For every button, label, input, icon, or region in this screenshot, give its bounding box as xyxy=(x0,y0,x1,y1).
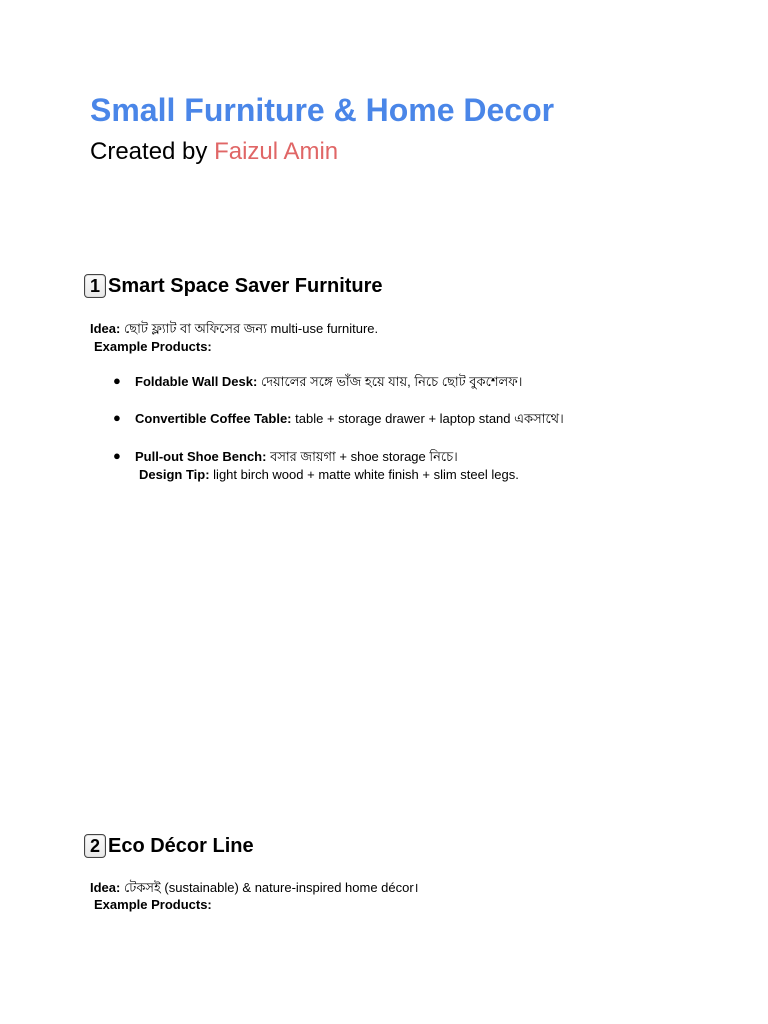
idea-text: ছোট ফ্ল্যাট বা অফিসের জন্য multi-use furniture. xyxy=(123,321,379,336)
design-tip xyxy=(139,467,519,482)
design-tip-text: light birch wood + matte white finish + slim steel legs. xyxy=(213,467,519,482)
idea-text: টেকসই (sustainable) & nature-inspired home décor। xyxy=(123,880,419,895)
number-2-badge: 2 xyxy=(84,834,106,858)
created-by-label: Created by xyxy=(90,138,208,165)
section-1-examples-label: Example Products: xyxy=(94,339,212,354)
section-1-idea xyxy=(90,320,378,341)
section-2-heading xyxy=(84,834,254,858)
bullet-icon: ● xyxy=(113,448,121,463)
list-item: Foldable Wall Desk: দেয়ালের সঙ্গে ভাঁজ হয়ে যায়, নিচে ছোট বুকশেলফ। xyxy=(135,374,523,389)
idea-label: Idea: xyxy=(90,880,121,895)
list-item: Pull-out Shoe Bench: বসার জায়গা + shoe storage নিচে। xyxy=(135,449,458,464)
design-tip-label: Design Tip: xyxy=(139,467,210,482)
list-item: Convertible Coffee Table: table + storage drawer + laptop stand একসাথে। xyxy=(135,411,564,426)
byline xyxy=(90,138,338,166)
section-1-title: Smart Space Saver Furniture xyxy=(108,274,383,297)
section-1-heading xyxy=(84,274,383,298)
section-2-title: Eco Décor Line xyxy=(108,834,254,857)
page-title: Small Furniture & Home Decor xyxy=(90,92,555,128)
idea-label: Idea: xyxy=(90,321,121,336)
section-2-examples-label: Example Products: xyxy=(94,897,212,912)
author-name: Faizul Amin xyxy=(214,138,339,165)
bullet-icon: ● xyxy=(113,373,121,388)
number-1-badge: 1 xyxy=(84,274,106,298)
bullet-icon: ● xyxy=(113,410,121,425)
